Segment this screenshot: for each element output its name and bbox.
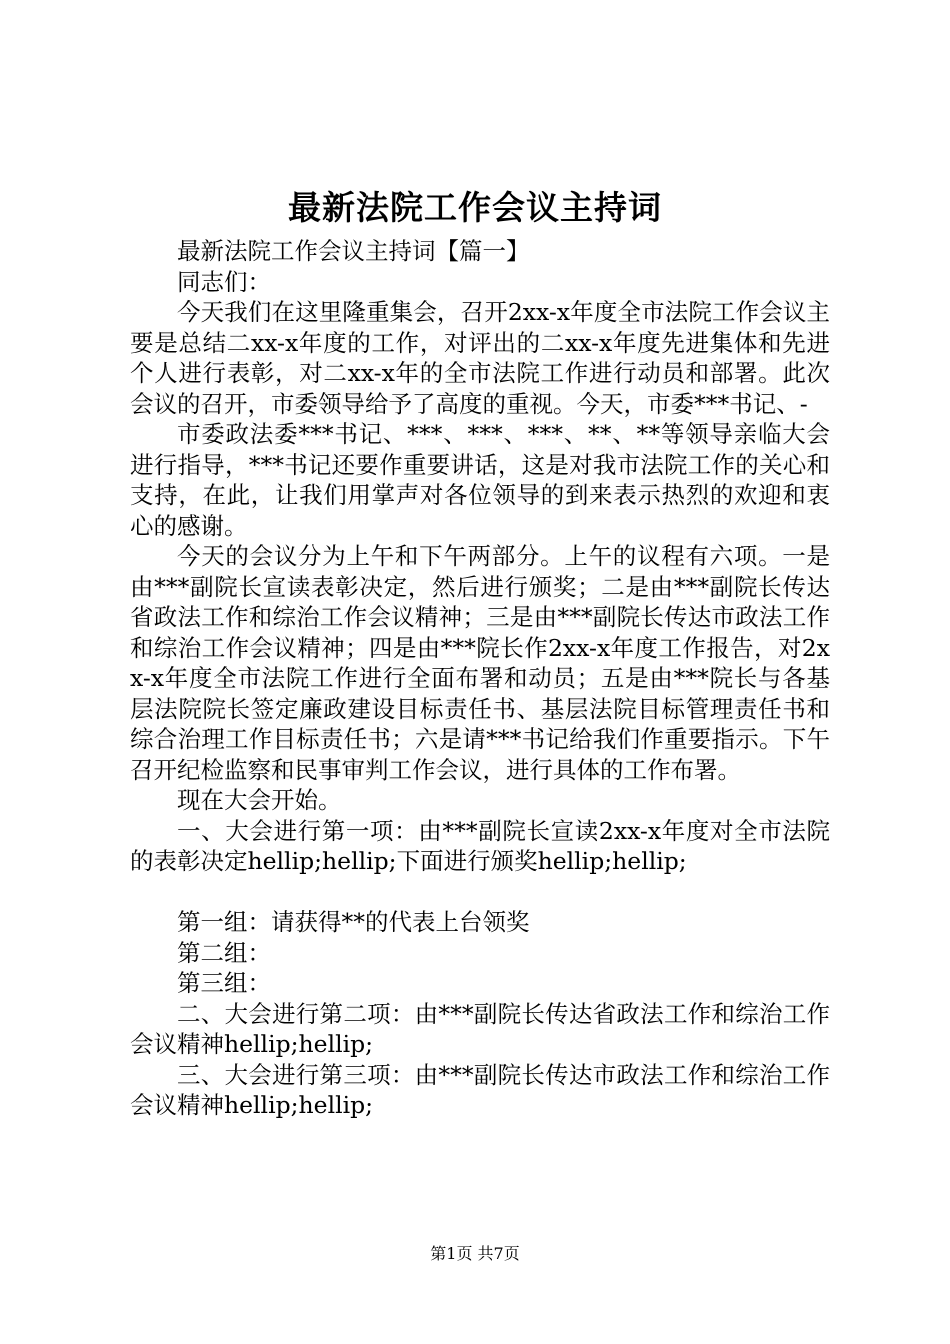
paragraph: 第一组：请获得**的代表上台领奖 — [177, 908, 530, 936]
page-number-footer: 第1页 共7页 — [430, 1244, 520, 1263]
paragraph: 今天我们在这里隆重集会，召开2xx-x年度全市法院工作会议主要是总结二xx-x年度的工作，对评出的二xx-x年度先进集体和先进个人进行表彰，对二xx-x年的全市法院工作进行动员和部署。此次会议的召开，市委领导给予了高度的重视。今天，市委***书记、- — [130, 298, 830, 418]
document-title: 最新法院工作会议主持词 — [288, 188, 662, 227]
paragraph: 现在大会开始。 — [177, 786, 342, 814]
paragraph: 一、大会进行第一项：由***副院长宣读2xx-x年度对全市法院的表彰决定hellip;hellip;下面进行颁奖hellip;hellip; — [130, 816, 830, 875]
salutation: 同志们： — [177, 267, 271, 296]
paragraph: 今天的会议分为上午和下午两部分。上午的议程有六项。一是由***副院长宣读表彰决定，然后进行颁奖；二是由***副院长传达省政法工作和综治工作会议精神；三是由***副院长传达市政法工作和综治工作会议精神；四是由***院长作2xx-x年度工作报告，对2xx-x年度全市法院工作进行全面布署和动员；五是由***院长与各基层法院院长签定廉政建设目标责任书、基层法院目标管理责任书和综合治理工作目标责任书；六是请***书记给我们作重要指示。下午召开纪检监察和民事审判工作会议，进行具体的工作布署。 — [130, 542, 830, 784]
paragraph: 三、大会进行第三项：由***副院长传达市政法工作和综治工作会议精神hellip;hellip; — [130, 1060, 830, 1119]
paragraph: 市委政法委***书记、***、***、***、**、**等领导亲临大会进行指导，***书记还要作重要讲话，这是对我市法院工作的关心和支持，在此，让我们用掌声对各位领导的到来表示热烈的欢迎和衷心的感谢。 — [130, 420, 830, 540]
paragraph: 第二组： — [177, 938, 271, 967]
paragraph: 第三组： — [177, 969, 271, 997]
paragraph: 二、大会进行第二项：由***副院长传达省政法工作和综治工作会议精神hellip;hellip; — [130, 999, 830, 1058]
section-heading: 最新法院工作会议主持词【篇一】 — [177, 237, 530, 265]
document-body — [130, 236, 830, 1121]
